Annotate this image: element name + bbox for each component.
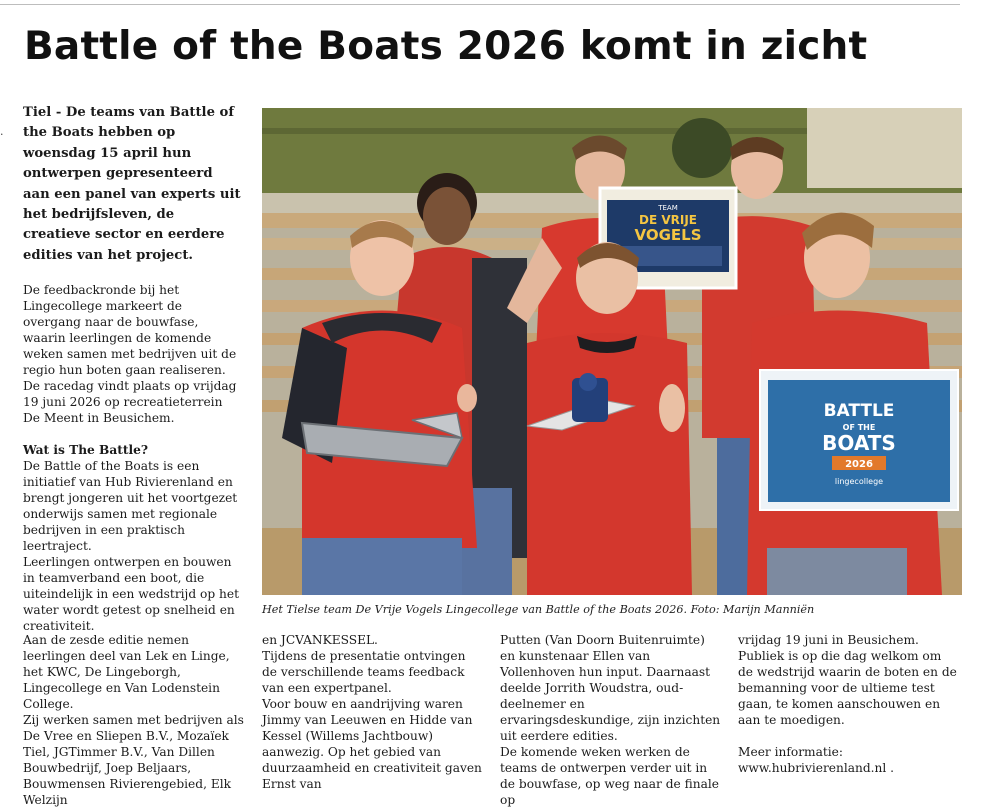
event-sign xyxy=(760,370,958,510)
column-2 xyxy=(262,632,484,792)
column-1 xyxy=(23,103,243,634)
paragraph: en JCVANKESSEL. xyxy=(262,633,378,647)
column-4 xyxy=(738,632,960,776)
top-rule xyxy=(0,4,960,5)
paragraph: Aan de zesde editie nemen leerlingen deel van Lek en Linge, het KWC, De Lingeborgh, Lingecollege en Van Lodenstein College. xyxy=(23,633,230,711)
paragraph: De Battle of the Boats is een initiatief van Hub Rivierenland en brengt jongeren uit het voortgezet onderwijs samen met regionale bedrijven in een praktisch leertraject. xyxy=(23,459,238,554)
poster-top-label: TEAM xyxy=(658,204,678,212)
paragraph: Voor bouw en aandrijving waren Jimmy van Leeuwen en Hidde van Kessel (Willems Jachtbouw) aanwezig. Op het gebied van duurzaamheid en creativiteit gaven Ernst van xyxy=(262,697,482,791)
paragraph: Publiek is op die dag welkom om de wedstrijd waarin de boten en de bemanning voor de ultieme test gaan, te komen aanschouwen en aan te moedigen. xyxy=(738,649,957,727)
sign-year: 2026 xyxy=(845,459,873,470)
column-1-bottom xyxy=(23,632,245,808)
team-photo xyxy=(262,108,962,595)
paragraph: Tijdens de presentatie ontvingen de verschillende teams feedback van een expertpanel. xyxy=(262,649,466,695)
intro-paragraph: Tiel - De teams van Battle of the Boats hebben op woensdag 15 april hun ontwerpen gepresenteerd aan een panel van experts uit het bedrijfsleven, de creatieve sector en eerdere edities van het project. xyxy=(23,105,241,263)
poster-title-1: DE VRIJE xyxy=(639,213,697,227)
paragraph: De racedag vindt plaats op vrijdag 19 juni 2026 op recreatieterrein De Meent in Beusichem. xyxy=(23,379,237,426)
paragraph: Putten (Van Doorn Buitenruimte) en kunstenaar Ellen van Vollenhoven hun input. Daarnaast deelde Jorrith Woudstra, oud-deelnemer en ervaringsdeskundige, zijn inzichten uit eerdere edities. xyxy=(500,633,721,743)
paragraph: Leerlingen ontwerpen en bouwen in teamverband een boot, die uiteindelijk in een wedstrijd op het water wordt getest op snelheid en creativiteit. xyxy=(23,555,239,634)
sign-line-3: BOATS xyxy=(822,431,896,455)
headline: Battle of the Boats 2026 komt in zicht xyxy=(24,24,868,69)
paragraph: Meer informatie: xyxy=(738,745,843,759)
sign-line-2: OF THE xyxy=(842,423,876,432)
sign-line-1: BATTLE xyxy=(823,401,895,421)
website-link[interactable]: www.hubrivierenland.nl . xyxy=(738,761,895,775)
subheading: Wat is The Battle? xyxy=(23,443,149,458)
paragraph: Zij werken samen met bedrijven als De Vree en Sliepen B.V., Mozaïek Tiel, JGTimmer B.V., Van Dillen Bouwbedrijf, Joep Beljaars, Bouwmensen Rivierengebied, Elk Welzijn xyxy=(23,713,244,807)
column-3 xyxy=(500,632,722,808)
edge-fragment: · xyxy=(0,128,4,141)
paragraph: De komende weken werken de teams de ontwerpen verder uit in de bouwfase, op weg naar de finale op xyxy=(500,745,719,807)
paragraph: De feedbackronde bij het Lingecollege markeert de overgang naar de bouwfase, waarin leerlingen de komende weken samen met bedrijven uit de regio hun boten gaan realiseren. xyxy=(23,283,237,378)
sign-sponsor: lingecollege xyxy=(834,477,884,486)
poster-title-2: VOGELS xyxy=(634,226,702,244)
paragraph: vrijdag 19 juni in Beusichem. xyxy=(738,633,919,647)
photo-caption: Het Tielse team De Vrije Vogels Lingecollege van Battle of the Boats 2026. Foto: Marijn Manniën xyxy=(262,603,815,616)
